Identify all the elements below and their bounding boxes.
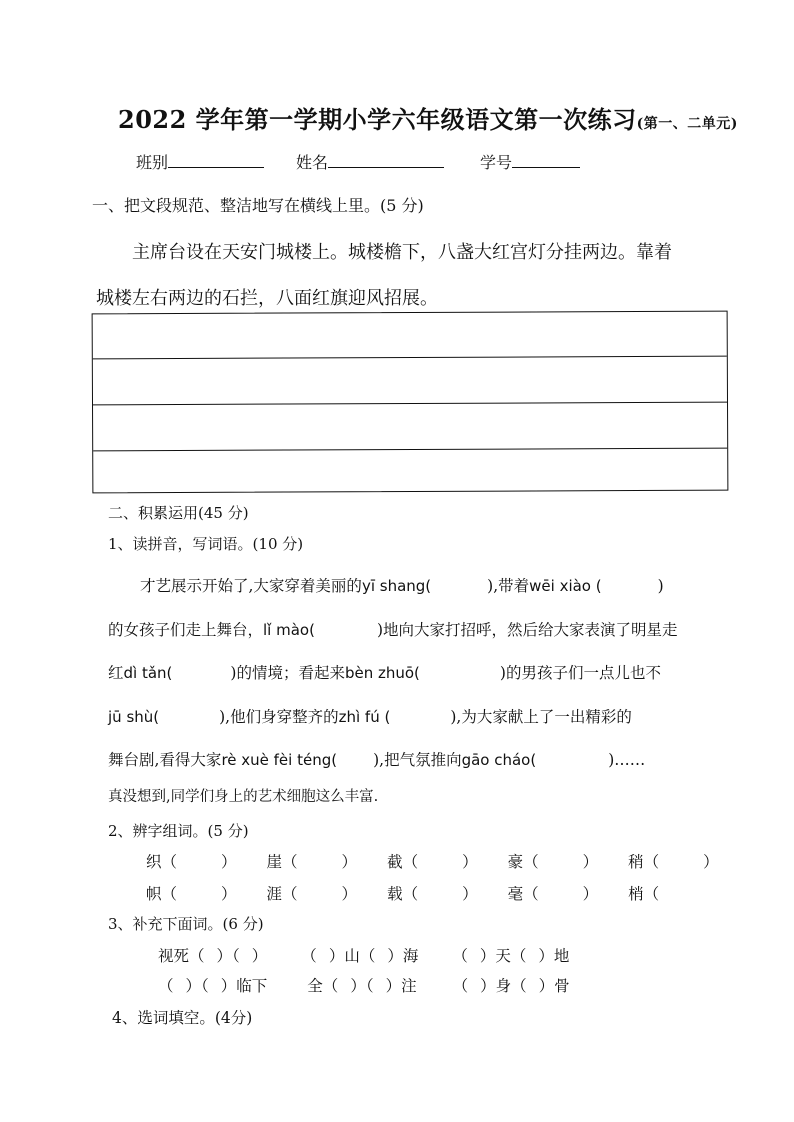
pinyin: bèn zhuō( [344, 664, 420, 682]
q3-heading: 3、补充下面词。(6 分) [108, 915, 264, 933]
q4-heading: 4、选词填空。(4分) [112, 1009, 253, 1027]
pinyin: dì tǎn( [123, 664, 173, 682]
q1-line-4: jū shù( ),他们身穿整齐的zhì fú ( ),为大家献上了一出精彩的 [108, 708, 632, 726]
q2-heading: 2、辨字组词。(5 分) [108, 822, 249, 840]
name-label: 姓名 [296, 153, 329, 172]
page-title [118, 100, 738, 135]
q1-line-2: 的女孩子们走上舞台，lǐ mào( )地向大家打招呼，然后给大家表演了明星走 [108, 621, 678, 639]
title-note: (第一、二单元) [636, 116, 738, 132]
id-blank[interactable] [512, 153, 580, 168]
pinyin: zhì fú ( [338, 708, 391, 726]
writing-line [93, 356, 727, 360]
passage-line-2: 城楼左右两边的石拦，八面红旗迎风招展。 [96, 288, 438, 309]
pinyin: jū shù( [108, 708, 160, 726]
passage-line-1: 主席台设在天安门城楼上。城楼檐下，八盏大红宫灯分挂两边。靠着 [132, 242, 672, 263]
pinyin: lǐ mào( [263, 621, 315, 639]
name-field [296, 150, 444, 173]
q2-row-1: 织（ ） 崖（ ） 截（ ） 豪（ ） 稍（ ） [146, 853, 719, 871]
q1-line-5: 舞台剧,看得大家rè xuè fèi téng( ),把气氛推向gāo cháo( )…… [108, 751, 646, 769]
q1-heading: 1、读拼音，写词语。(10 分) [108, 535, 304, 553]
q1-line-3: 红dì tǎn( )的情境；看起来bèn zhuō( )的男孩子们一点儿也不 [108, 664, 661, 682]
writing-box[interactable] [92, 311, 729, 494]
pinyin: yī shang( [361, 577, 432, 595]
class-blank[interactable] [168, 153, 264, 168]
pinyin: rè xuè fèi téng( [221, 751, 338, 769]
q3-row-2: （ ）（ ）临下 全（ ）（ ）注 （ ）身（ ）骨 [158, 977, 570, 995]
q3-row-1: 视死（ ）（ ） （ ）山（ ）海 （ ）天（ ）地 [158, 947, 570, 965]
name-blank[interactable] [328, 153, 444, 168]
q1-line-1: 才艺展示开始了,大家穿着美丽的yī shang( ),带着wēi xiào ( ) [140, 577, 664, 595]
section2-heading: 二、积累运用(45 分) [108, 504, 249, 522]
title-main: 2022 学年第一学期小学六年级语文第一次练习 [118, 105, 637, 134]
id-label: 学号 [480, 153, 513, 172]
writing-line [93, 402, 727, 406]
class-label: 班别 [136, 153, 169, 172]
q1-line-6: 真没想到,同学们身上的艺术细胞这么丰富. [108, 789, 379, 805]
q2-row-2: 帜（ ） 涯（ ） 载（ ） 毫（ ） 梢（ [146, 885, 660, 903]
class-field [136, 150, 264, 173]
writing-line [93, 448, 727, 452]
student-id-field [480, 150, 580, 173]
section1-heading: 一、把文段规范、整洁地写在横线上里。(5 分) [92, 196, 424, 215]
pinyin: gāo cháo( [461, 751, 537, 769]
pinyin: wēi xiào ( [529, 577, 602, 595]
